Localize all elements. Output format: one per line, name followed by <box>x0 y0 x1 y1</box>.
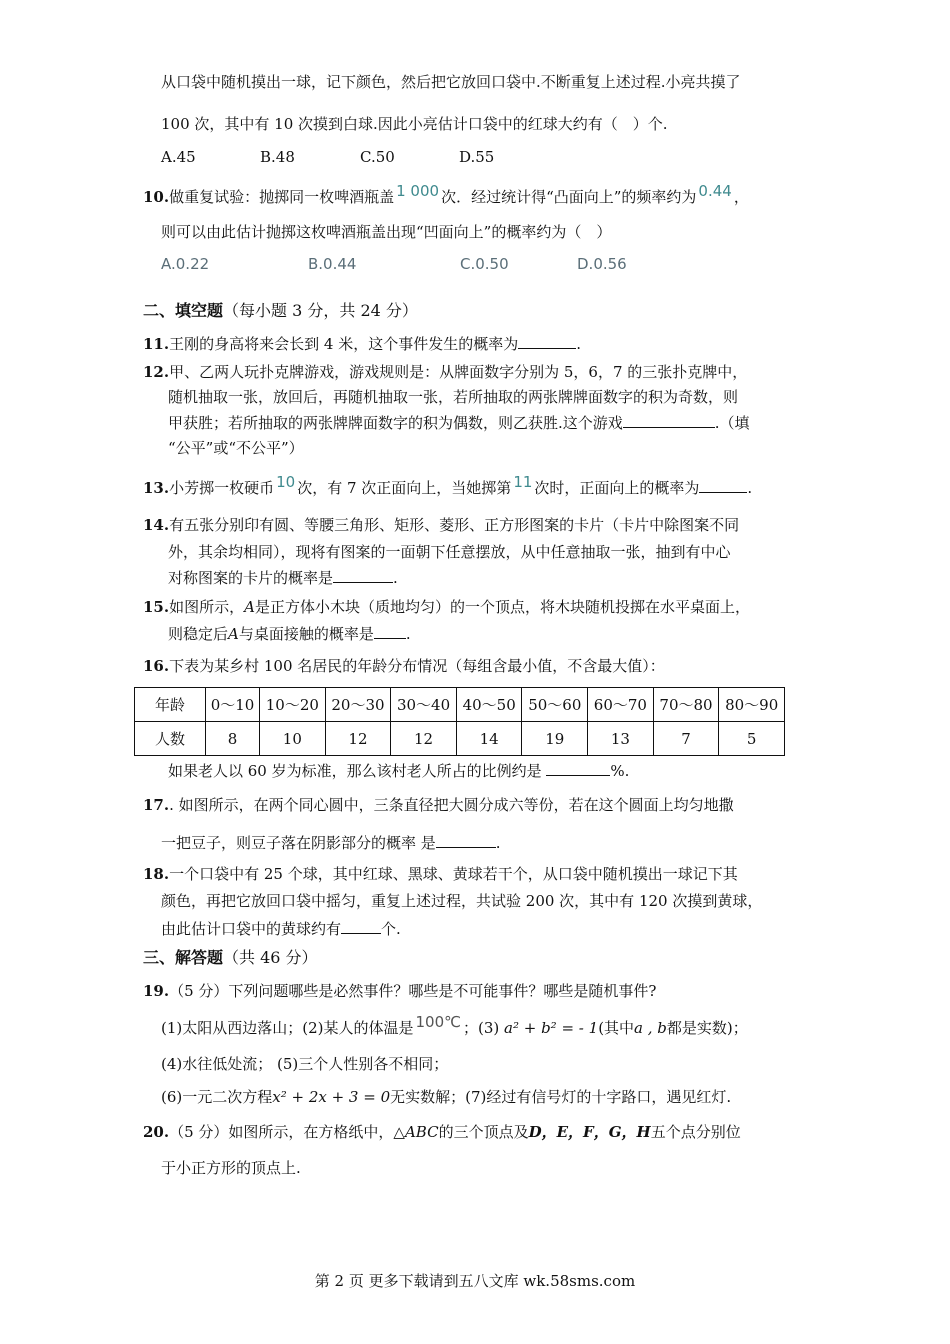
q17-end: . <box>495 834 501 852</box>
q14-line1 <box>143 515 739 535</box>
q19-eq6: x² + 2x + 3 = 0 <box>272 1088 391 1106</box>
q9-option-d: D.55 <box>459 148 495 166</box>
q15-number: 15. <box>143 598 170 616</box>
q10-text-c: ， <box>733 188 749 206</box>
table-cell: 19 <box>522 722 588 756</box>
q19-l3a: (6)一元二次方程 <box>161 1088 273 1106</box>
q19-number: 19. <box>143 982 170 1000</box>
q15-vertex-a-2: A <box>228 625 239 643</box>
q20-line2: 于小正方形的顶点上. <box>161 1159 301 1177</box>
q17-line1 <box>143 795 734 815</box>
section2-heading <box>143 301 418 321</box>
q10-number: 10. <box>143 188 170 206</box>
q19-l1b: ；(3) <box>462 1019 505 1037</box>
q16-after-text: 如果老人以 60 岁为标准，那么该村老人所占的比例约是 <box>168 762 542 780</box>
q19-head-text: （5 分）下列问题哪些是必然事件？哪些是不可能事件？哪些是随机事件? <box>169 982 657 1000</box>
q13-text-a: 小芳掷一枚硬币 <box>169 479 275 497</box>
q10-line1 <box>143 182 749 207</box>
q11-end: . <box>576 335 581 353</box>
q18-line2: 颜色，再把它放回口袋中摇匀，重复上述过程，共试验 200 次，其中有 120 次摸到黄球， <box>161 892 763 910</box>
q16-text: 下表为某乡村 100 名居民的年龄分布情况（每组含最小值，不含最大值）： <box>169 657 665 675</box>
table-cell: 40～50 <box>456 688 522 722</box>
q14-blank[interactable] <box>333 568 393 583</box>
q12-text1: 甲、乙两人玩扑克牌游戏，游戏规则是：从牌面数字分别为 5，6，7 的三张扑克牌中， <box>169 363 748 381</box>
q13-n1: 10 <box>276 473 296 491</box>
table-cell: 14 <box>456 722 522 756</box>
q12-line2: 随机抽取一张，放回后，再随机抽取一张，若所抽取的两张牌牌面数字的积为奇数，则 <box>168 388 739 406</box>
q14-line2: 外，其余均相同），现将有图案的一面朝下任意摆放，从中任意抽取一张，抽到有中心 <box>168 543 731 561</box>
q12-line3 <box>168 413 750 433</box>
q20-points: D，E，F，G，H <box>528 1123 651 1141</box>
q14-text1: 有五张分别印有圆、等腰三角形、矩形、菱形、正方形图案的卡片（卡片中除图案不同 <box>169 516 740 534</box>
table-cell: 13 <box>588 722 654 756</box>
q11-blank[interactable] <box>518 334 576 349</box>
table-cell: 10 <box>260 722 326 756</box>
q19-line2: (4)水往低处流； (5)三个人性别各不相同； <box>161 1055 449 1073</box>
q13-end: . <box>747 479 753 497</box>
table-cell: 12 <box>325 722 391 756</box>
table-cell: 30～40 <box>391 688 457 722</box>
section3-heading <box>143 948 318 968</box>
q13-number: 13. <box>143 479 170 497</box>
q12-line1 <box>143 362 747 382</box>
q13-text-c: 次时，正面向上的概率为 <box>534 479 700 497</box>
q19-l3b: 无实数解；(7)经过有信号灯的十字路口，遇见红灯. <box>390 1088 732 1106</box>
q10-option-d: D.0.56 <box>577 255 627 273</box>
section2-title: 二、填空题 <box>143 301 224 320</box>
q17-text1: . 如图所示，在两个同心圆中，三条直径把大圆分成六等份，若在这个圆面上均匀地撒 <box>169 796 734 814</box>
table-cell: 60～70 <box>588 688 654 722</box>
q20-l1a: （5 分）如图所示，在方格纸中，△ <box>169 1123 405 1141</box>
section3-note: （共 46 分） <box>223 948 318 967</box>
table-row <box>135 722 785 756</box>
q13-blank[interactable] <box>699 478 747 493</box>
q15-text2a: 则稳定后 <box>168 625 229 643</box>
q9-line2: 100 次，其中有 10 次摸到白球.因此小亮估计口袋中的红球大约有（ ）个. <box>161 115 668 133</box>
q15-vertex-a: A <box>244 598 255 616</box>
q14-line3 <box>168 568 398 588</box>
section3-title: 三、解答题 <box>143 948 224 967</box>
q17-text2: 一把豆子，则豆子落在阴影部分的概率 是 <box>161 834 436 852</box>
q19-ab: a , b <box>634 1019 667 1037</box>
q17-blank[interactable] <box>436 833 496 848</box>
q12-line4: “公平”或“不公平”） <box>168 439 304 457</box>
q19-l1d: 都是实数)； <box>666 1019 748 1037</box>
q15-text1b: 是正方体小木块（质地均匀）的一个顶点，将木块随机投掷在水平桌面上， <box>254 598 750 616</box>
page-footer: 第 2 页 更多下载请到五八文库 wk.58sms.com <box>314 1272 636 1290</box>
table-cell: 80～90 <box>719 688 785 722</box>
q14-end: . <box>393 569 398 587</box>
table-cell: 50～60 <box>522 688 588 722</box>
q16-after-end: %. <box>610 762 630 780</box>
q20-l1c: 五个点分别位 <box>650 1123 741 1141</box>
q15-line1 <box>143 597 750 617</box>
table-cell: 10～20 <box>260 688 326 722</box>
table-cell: 70～80 <box>653 688 719 722</box>
q18-text1: 一个口袋中有 25 个球，其中红球、黑球、黄球若干个，从口袋中随机摸出一球记下其 <box>169 865 738 883</box>
q14-text3: 对称图案的卡片的概率是 <box>168 569 334 587</box>
q9-option-b: B.48 <box>260 148 295 166</box>
q13-n2: 11 <box>513 473 533 491</box>
q19-line1 <box>161 1013 748 1038</box>
q18-end: 个. <box>381 920 401 938</box>
q19-line3 <box>161 1087 731 1107</box>
q10-option-b: B.0.44 <box>308 255 357 273</box>
q18-blank[interactable] <box>341 919 381 934</box>
q18-text3: 由此估计口袋中的黄球约有 <box>161 920 342 938</box>
section2-note: （每小题 3 分，共 24 分） <box>223 301 418 320</box>
table-cell: 5 <box>719 722 785 756</box>
q13-text-b: 次，有 7 次正面向上，当她掷第 <box>297 479 512 497</box>
q16-line1 <box>143 656 665 676</box>
q10-times: 1 000 <box>396 182 440 200</box>
q11-text: 王刚的身高将来会长到 4 米，这个事件发生的概率为 <box>169 335 519 353</box>
q16-blank[interactable] <box>546 761 610 776</box>
q19-temp: 100℃ <box>415 1013 461 1031</box>
q9-option-a: A.45 <box>161 148 196 166</box>
table-row <box>135 688 785 722</box>
q12-text3: 甲获胜；若所抽取的两张牌牌面数字的积为偶数，则乙获胜.这个游戏 <box>168 414 623 432</box>
table-cell: 12 <box>391 722 457 756</box>
q14-number: 14. <box>143 516 170 534</box>
q10-line2: 则可以由此估计抛掷这枚啤酒瓶盖出现“凹面向上”的概率约为（ ） <box>161 223 612 241</box>
q10-text-a: 做重复试验：抛掷同一枚啤酒瓶盖 <box>169 188 395 206</box>
q15-text1a: 如图所示， <box>169 598 245 616</box>
q17-line2 <box>161 833 501 853</box>
age-distribution-table <box>134 687 785 756</box>
q10-freq: 0.44 <box>698 182 732 200</box>
q18-line3 <box>161 919 401 939</box>
q10-option-a: A.0.22 <box>161 255 210 273</box>
q12-text3-end: .（填 <box>714 414 750 432</box>
q19-l1c: (其中 <box>598 1019 635 1037</box>
table-cell: 7 <box>653 722 719 756</box>
q20-line1 <box>143 1122 741 1142</box>
table-cell: 8 <box>206 722 260 756</box>
q16-number: 16. <box>143 657 170 675</box>
q20-number: 20. <box>143 1123 170 1141</box>
q15-end: . <box>405 625 411 643</box>
q9-option-c: C.50 <box>360 148 395 166</box>
q20-l1b: 的三个顶点及 <box>438 1123 529 1141</box>
q12-blank[interactable] <box>623 413 715 428</box>
q19-l1a: (1)太阳从西边落山；(2)某人的体温是 <box>161 1019 414 1037</box>
table-cell: 20～30 <box>325 688 391 722</box>
q13 <box>143 473 753 498</box>
q18-number: 18. <box>143 865 170 883</box>
table-header-cell: 年龄 <box>135 688 206 722</box>
q19-head <box>143 981 656 1001</box>
q11-number: 11. <box>143 335 170 353</box>
table-cell: 0～10 <box>206 688 260 722</box>
table-header-cell: 人数 <box>135 722 206 756</box>
q15-line2 <box>168 624 411 644</box>
q16-after <box>168 761 629 781</box>
q10-option-c: C.0.50 <box>460 255 509 273</box>
q20-abc: ABC <box>404 1123 439 1141</box>
q11 <box>143 334 581 354</box>
q12-number: 12. <box>143 363 170 381</box>
q19-eq3: a² + b² = - 1 <box>504 1019 599 1037</box>
q9-line1: 从口袋中随机摸出一球，记下颜色，然后把它放回口袋中.不断重复上述过程.小亮共摸了 <box>161 73 741 91</box>
q15-text2b: 与桌面接触的概率是 <box>238 625 374 643</box>
q15-blank[interactable] <box>374 624 406 639</box>
q17-number: 17. <box>143 796 170 814</box>
q18-line1 <box>143 864 738 884</box>
q10-text-b: 次．经过统计得“凸面向上”的频率约为 <box>441 188 697 206</box>
